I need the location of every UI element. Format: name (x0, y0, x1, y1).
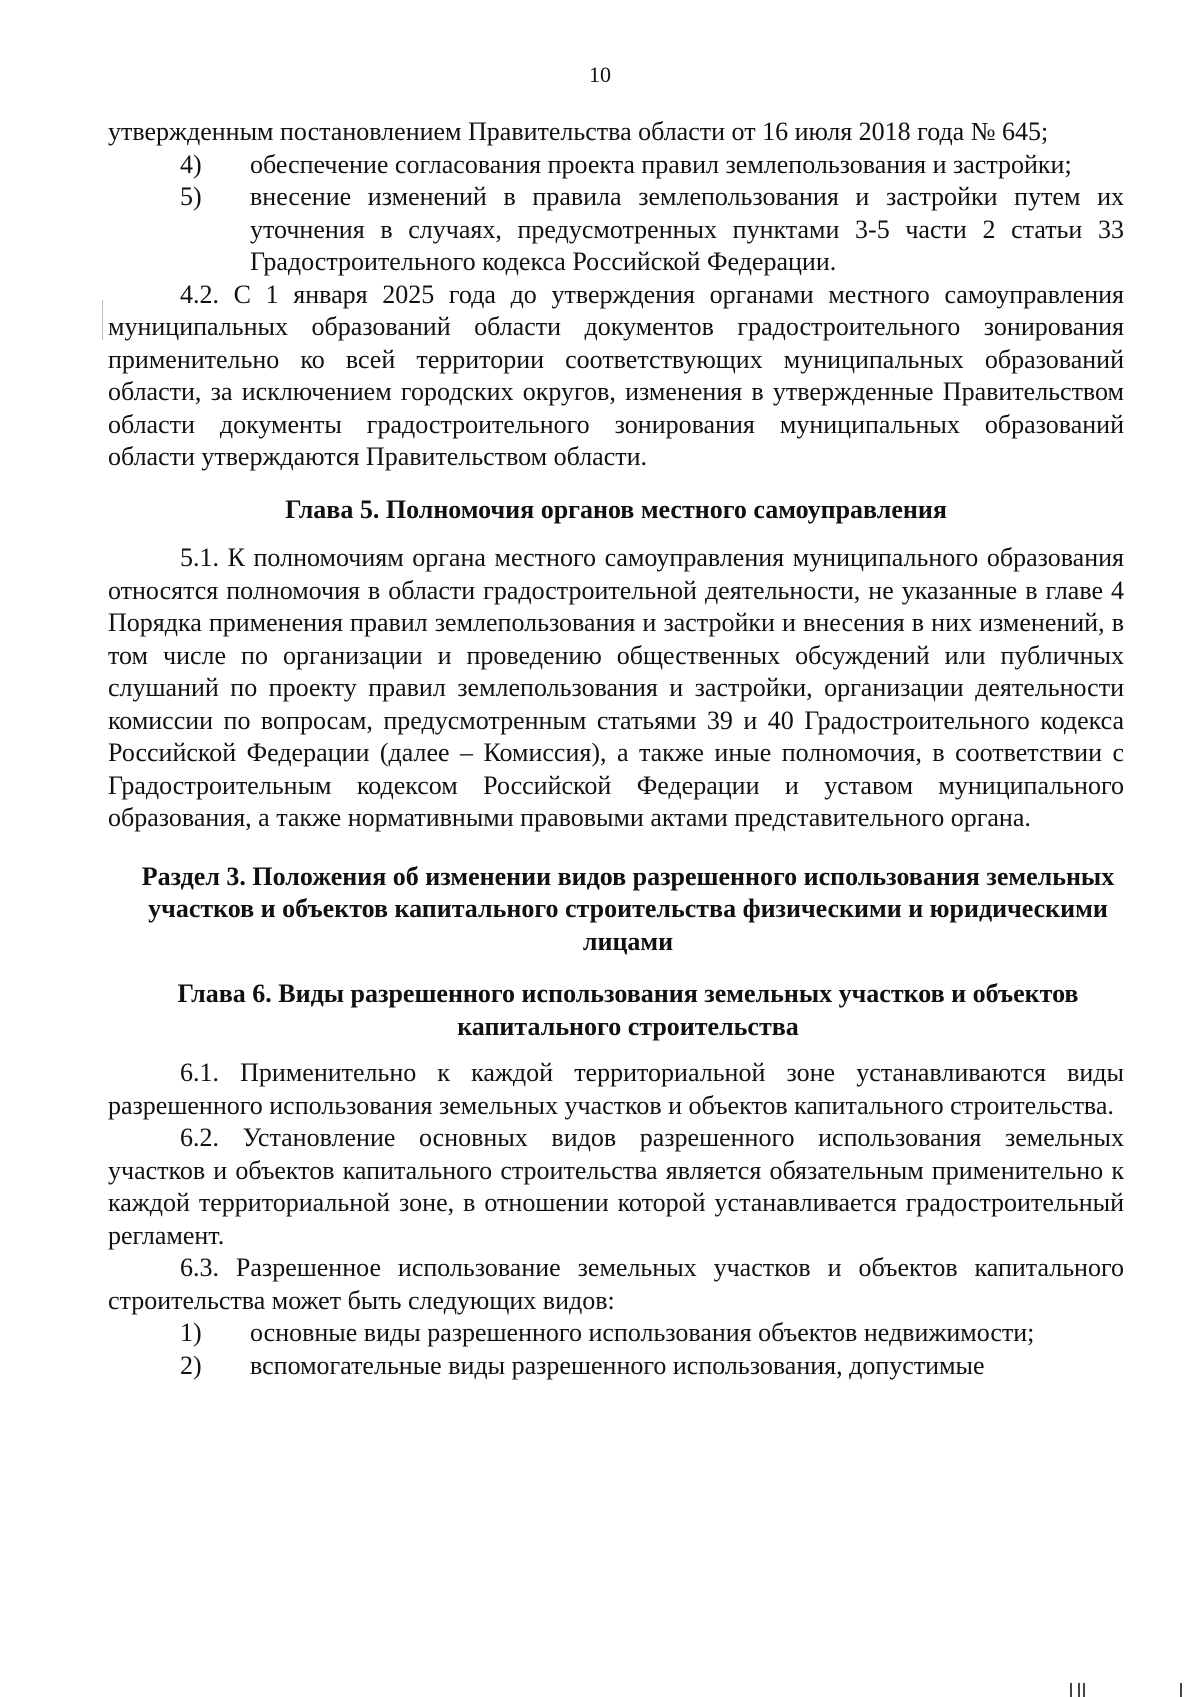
chapter-6-heading: Глава 6. Виды разрешенного использования земельных участков и объектов капитального строительства (177, 979, 1079, 1041)
list-item-text: обеспечение согласования проекта правил землепользования и застройки; (250, 149, 1072, 179)
paragraph-6-3: 6.3. Разрешенное использование земельных участков и объектов капитального строительства может быть следующих видов: (108, 1253, 1124, 1315)
list-item-number: 2) (180, 1350, 202, 1380)
list-item-5 (108, 181, 1124, 279)
paragraph-5-1: 5.1. К полномочиям органа местного самоуправления муниципального образования относятся полномочия в области градостроительной деятельности, не указанные в главе 4 Порядка применения правил землепользования и застройки и внесения в них изменений, в том числе по организации и проведению общественных обсуждений или публичных слушаний по проекту правил землепользования и застройки, организации деятельности комиссии по вопросам, предусмотренным статьями 39 и 40 Градостроительного кодекса Российской Федерации (далее – Комиссия), а также иные полномочия, в соответствии с Градостроительным кодексом Российской Федерации и уставом муниципального образования, а также нормативными правовыми актами представительного органа. (108, 543, 1124, 832)
page-number: 10 (589, 62, 611, 87)
list-item-number: 1) (180, 1318, 202, 1347)
list-item-text: внесение изменений в правила землепользования и застройки путем их уточнения в случаях, предусмотренных пунктами 3-5 части 2 статьи 33 Градостроительного кодекса Российской Федерации. (250, 182, 1124, 276)
section-3-heading: Раздел 3. Положения об изменении видов разрешенного использования земельных участков и объектов капитального строительства физическими и юридическими лицами (141, 861, 1115, 956)
chapter-5-heading: Глава 5. Полномочия органов местного самоуправления (285, 494, 947, 524)
list-item-4 (108, 149, 1124, 182)
paragraph-6-1: 6.1. Применительно к каждой территориальной зоне устанавливаются виды разрешенного использования земельных участков и объектов капитального строительства. (108, 1058, 1124, 1120)
scan-artifact-mark (1180, 1683, 1182, 1697)
list-item-6-3-1 (108, 1317, 1124, 1350)
document-body (108, 116, 1124, 1382)
list-item-text: основные виды разрешенного использования объектов недвижимости; (250, 1318, 1035, 1347)
scan-artifact-mark (1083, 1683, 1085, 1697)
continuation-paragraph: утвержденным постановлением Правительства области от 16 июля 2018 года № 645; (108, 117, 1049, 146)
list-item-number: 4) (180, 149, 202, 179)
paragraph-4-2: 4.2. С 1 января 2025 года до утверждения органами местного самоуправления муниципальных образований области документов градостроительного зонирования применительно ко всей территории соответствующих муниципальных образований области, за исключением городских округов, изменения в утвержденные Правительством области документы градостроительного зонирования муниципальных образований области утверждаются Правительством области. (108, 279, 1124, 471)
scan-margin-mark (102, 300, 103, 340)
paragraph-6-2: 6.2. Установление основных видов разрешенного использования земельных участков и объектов капитального строительства является обязательным применительно к каждой территориальной зоне, в отношении которой устанавливается градостроительный регламент. (108, 1123, 1124, 1250)
list-item-text: вспомогательные виды разрешенного использования, допустимые (250, 1350, 985, 1380)
scan-artifact-mark (1070, 1683, 1072, 1697)
list-item-6-3-2 (108, 1350, 1124, 1383)
scan-artifact-mark (1078, 1683, 1080, 1697)
list-item-number: 5) (180, 182, 202, 211)
